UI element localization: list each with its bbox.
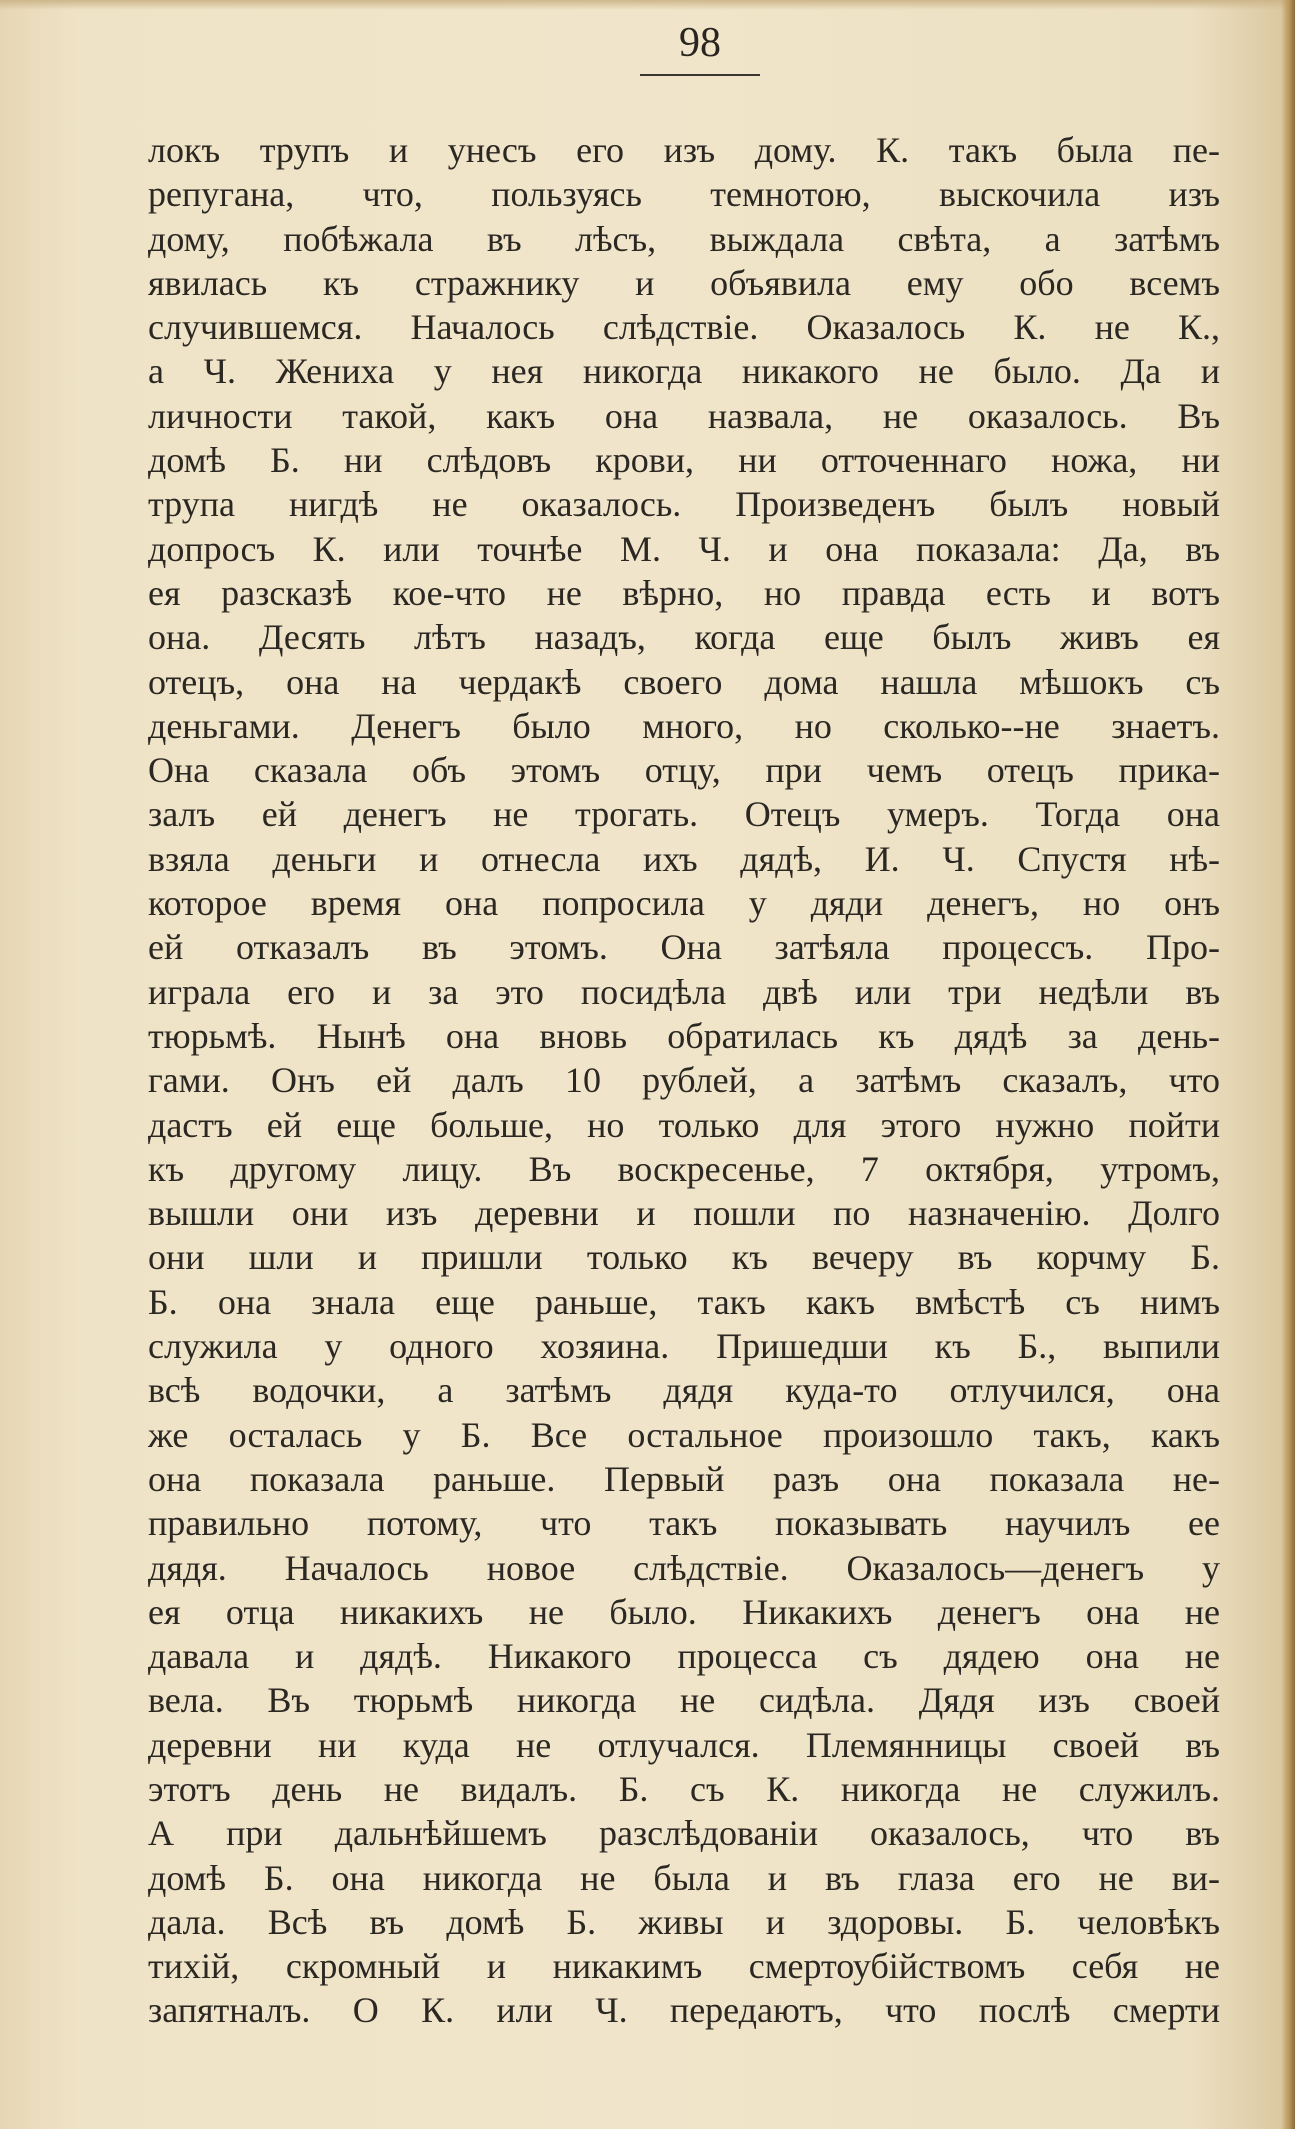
page-number: 98 bbox=[679, 20, 721, 66]
text-line: ея отца никакихъ не было. Никакихъ денегъ она не bbox=[148, 1591, 1220, 1632]
text-line: давала и дядѣ. Никакого процесса съ дядею она не bbox=[148, 1636, 1220, 1677]
text-line: дала. Всѣ въ домѣ Б. живы и здоровы. Б. человѣкъ bbox=[148, 1901, 1220, 1942]
text-line: домѣ Б. она никогда не была и въ глаза его не ви- bbox=[148, 1857, 1220, 1898]
text-line: ей отказалъ въ этомъ. Она затѣяла процессъ. Про- bbox=[148, 927, 1220, 968]
body-text bbox=[148, 128, 1220, 2033]
text-line: А при дальнѣйшемъ разслѣдованіи оказалось, что въ bbox=[148, 1813, 1220, 1854]
text-line: этотъ день не видалъ. Б. съ К. никогда не служилъ. bbox=[148, 1768, 1220, 1809]
text-line: деньгами. Денегъ было много, но сколько--не знаетъ. bbox=[148, 705, 1220, 746]
text-line: трупа нигдѣ не оказалось. Произведенъ былъ новый bbox=[148, 484, 1220, 525]
text-line: же осталась у Б. Все остальное произошло такъ, какъ bbox=[148, 1414, 1220, 1455]
text-line: дядя. Началось новое слѣдствіе. Оказалось—денегъ у bbox=[148, 1547, 1220, 1588]
text-line: тихій, скромный и никакимъ смертоубійствомъ себя не bbox=[148, 1946, 1220, 1987]
text-line: правильно потому, что такъ показывать научилъ ее bbox=[148, 1503, 1220, 1544]
text-line: къ другому лицу. Въ воскресенье, 7 октября, утромъ, bbox=[148, 1148, 1220, 1189]
text-line: служила у одного хозяина. Пришедши къ Б., выпили bbox=[148, 1326, 1220, 1367]
text-line: личности такой, какъ она назвала, не оказалось. Въ bbox=[148, 395, 1220, 436]
text-line: запятналъ. О К. или Ч. передаютъ, что послѣ смерти bbox=[148, 1990, 1220, 2031]
text-line: ея разсказѣ кое-что не вѣрно, но правда есть и вотъ bbox=[148, 572, 1220, 613]
text-line: залъ ей денегъ не трогать. Отецъ умеръ. Тогда она bbox=[148, 794, 1220, 835]
page-spine-edge bbox=[1281, 0, 1295, 2129]
text-line: деревни ни куда не отлучался. Племянницы своей въ bbox=[148, 1724, 1220, 1765]
page-top-edge bbox=[0, 0, 1295, 10]
text-line: а Ч. Жениха у нея никогда никакого не было. Да и bbox=[148, 351, 1220, 392]
text-line: Б. она знала еще раньше, такъ какъ вмѣстѣ съ нимъ bbox=[148, 1281, 1220, 1322]
text-line: которое время она попросила у дяди денегъ, но онъ bbox=[148, 883, 1220, 924]
text-line: локъ трупъ и унесъ его изъ дому. К. такъ была пе- bbox=[148, 130, 1220, 170]
text-line: репугана, что, пользуясь темнотою, выскочила изъ bbox=[148, 174, 1220, 215]
text-line: играла его и за это посидѣла двѣ или три недѣли въ bbox=[148, 971, 1220, 1012]
text-line: Она сказала объ этомъ отцу, при чемъ отецъ прика- bbox=[148, 750, 1220, 791]
page-number-rule bbox=[640, 74, 760, 76]
text-line: они шли и пришли только къ вечеру въ корчму Б. bbox=[148, 1237, 1220, 1278]
text-line: отецъ, она на чердакѣ своего дома нашла мѣшокъ съ bbox=[148, 661, 1220, 702]
text-line: явилась къ стражнику и объявила ему обо всемъ bbox=[148, 262, 1220, 303]
text-line: взяла деньги и отнесла ихъ дядѣ, И. Ч. Спустя нѣ- bbox=[148, 838, 1220, 879]
text-line: тюрьмѣ. Нынѣ она вновь обратилась къ дядѣ за день- bbox=[148, 1015, 1220, 1056]
text-line: случившемся. Началось слѣдствіе. Оказалось К. не К., bbox=[148, 307, 1220, 348]
text-line: дастъ ей еще больше, но только для этого нужно пойти bbox=[148, 1104, 1220, 1145]
text-line: домѣ Б. ни слѣдовъ крови, ни отточеннаго ножа, ни bbox=[148, 440, 1220, 481]
text-line: она. Десять лѣтъ назадъ, когда еще былъ живъ ея bbox=[148, 617, 1220, 658]
text-line: гами. Онъ ей далъ 10 рублей, а затѣмъ сказалъ, что bbox=[148, 1060, 1220, 1101]
text-line: всѣ водочки, а затѣмъ дядя куда-то отлучился, она bbox=[148, 1370, 1220, 1411]
text-line: дому, побѣжала въ лѣсъ, выждала свѣта, а затѣмъ bbox=[148, 218, 1220, 259]
text-line: вела. Въ тюрьмѣ никогда не сидѣла. Дядя изъ своей bbox=[148, 1680, 1220, 1721]
text-line: она показала раньше. Первый разъ она показала не- bbox=[148, 1458, 1220, 1499]
text-line: допросъ К. или точнѣе М. Ч. и она показала: Да, въ bbox=[148, 528, 1220, 569]
text-line: вышли они изъ деревни и пошли по назначенію. Долго bbox=[148, 1193, 1220, 1234]
